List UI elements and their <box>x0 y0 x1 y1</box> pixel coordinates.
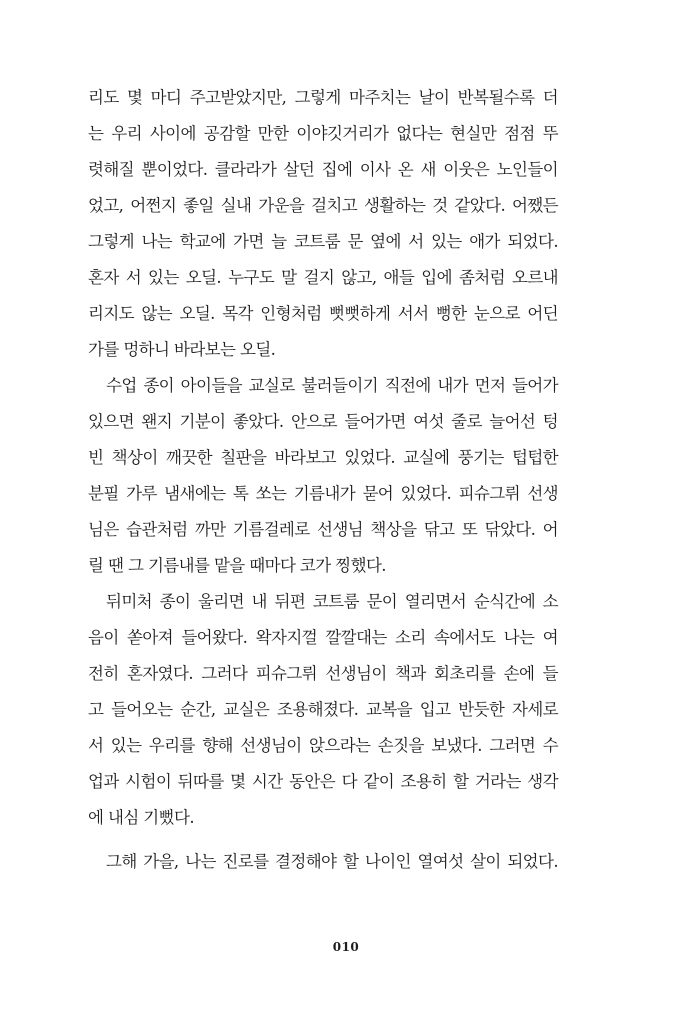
text-line: 고 들어오는 순간, 교실은 조용해졌다. 교복을 입고 반듯한 자세로 <box>88 700 558 719</box>
text-line: 있으면 왠지 기분이 좋았다. 안으로 들어가면 여섯 줄로 늘어선 텅 <box>88 412 558 431</box>
page-number: 010 <box>332 940 360 954</box>
text-line: 업과 시험이 뒤따를 몇 시간 동안은 다 같이 조용히 할 거라는 생각 <box>88 772 558 791</box>
text-line: 뒤미처 종이 울리면 내 뒤편 코트룸 문이 열리면서 순식간에 소 <box>106 592 558 611</box>
text-line: 음이 쏟아져 들어왔다. 왁자지껄 깔깔대는 소리 속에서도 나는 여 <box>88 628 558 647</box>
text-line: 에 내심 기뻤다. <box>88 808 194 827</box>
text-line: 가를 멍하니 바라보는 오딜. <box>88 340 276 359</box>
text-line: 서 있는 우리를 향해 선생님이 앉으라는 손짓을 보냈다. 그러면 수 <box>88 736 558 755</box>
text-line: 리지도 않는 오딜. 목각 인형처럼 뻣뻣하게 서서 뻥한 눈으로 어딘 <box>88 304 558 323</box>
text-line: 혼자 서 있는 오딜. 누구도 말 걸지 않고, 애들 입에 좀처럼 오르내 <box>88 268 558 287</box>
text-line: 렷해질 뿐이었다. 클라라가 살던 집에 이사 온 새 이웃은 노인들이 <box>88 160 558 179</box>
text-line: 님은 습관처럼 까만 기름걸레로 선생님 책상을 닦고 또 닦았다. 어 <box>88 520 558 539</box>
text-line: 는 우리 사이에 공감할 만한 이야깃거리가 없다는 현실만 점점 뚜 <box>88 124 558 143</box>
text-line: 수업 종이 아이들을 교실로 불러들이기 직전에 내가 먼저 들어가 <box>106 376 558 395</box>
text-line: 분필 가루 냄새에는 톡 쏘는 기름내가 묻어 있었다. 피슈그뤼 선생 <box>88 484 558 503</box>
text-line: 릴 땐 그 기름내를 맡을 때마다 코가 찡했다. <box>88 556 386 575</box>
text-line: 그해 가을, 나는 진로를 결정해야 할 나이인 열여섯 살이 되었다. <box>106 852 558 871</box>
text-line: 리도 몇 마디 주고받았지만, 그렇게 마주치는 날이 반복될수록 더 <box>88 88 558 107</box>
text-line: 그렇게 나는 학교에 가면 늘 코트룸 문 옆에 서 있는 애가 되었다. <box>88 232 558 251</box>
text-line: 전히 혼자였다. 그러다 피슈그뤼 선생님이 책과 회초리를 손에 들 <box>88 664 558 683</box>
text-line: 빈 책상이 깨끗한 칠판을 바라보고 있었다. 교실에 풍기는 텁텁한 <box>88 448 558 467</box>
text-line: 었고, 어쩐지 좋일 실내 가운을 걸치고 생활하는 것 같았다. 어쨌든 <box>88 196 558 215</box>
